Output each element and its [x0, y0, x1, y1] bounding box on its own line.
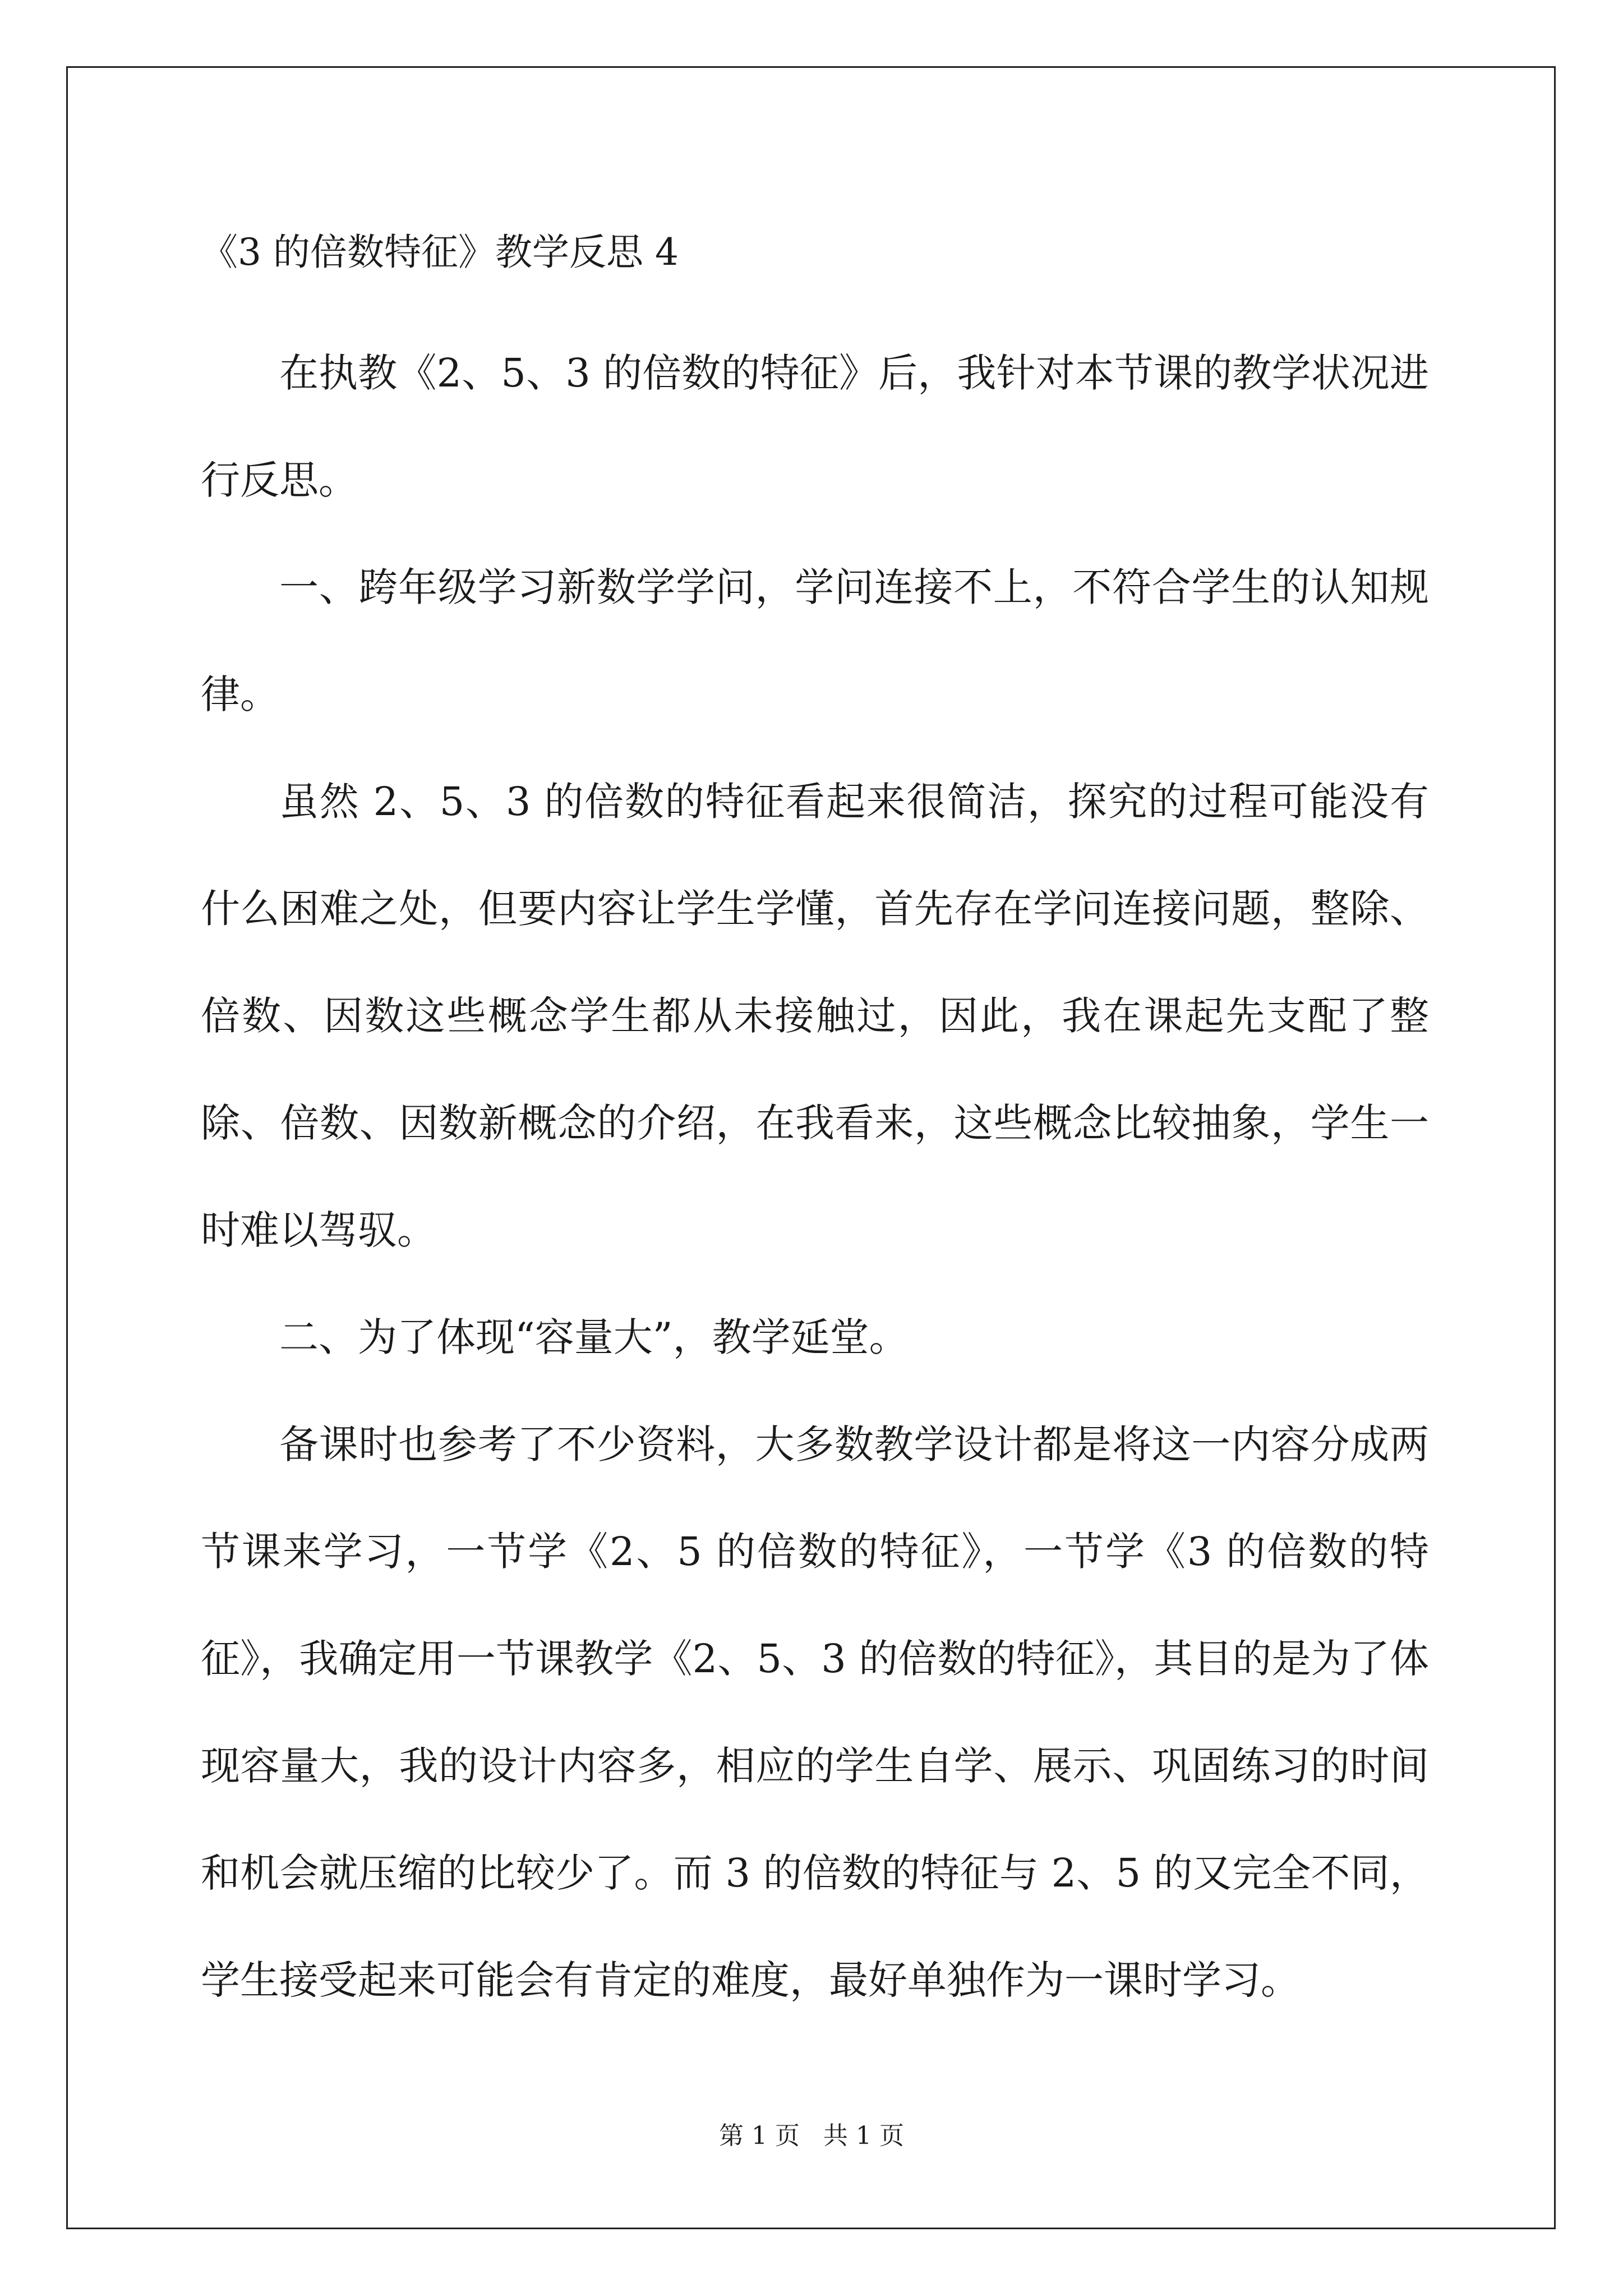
paragraph-point-one: 一、跨年级学习新数学学问，学问连接不上，不符合学生的认知规律。	[201, 564, 1429, 717]
paragraph-point-one-detail: 虽然 2、5、3 的倍数的特征看起来很简洁，探究的过程可能没有什么困难之处，但要内容让学生学懂，首先存在学问连接问题，整除、倍数、因数这些概念学生都从未接触过，因此，我在课起先支配了整除、倍数、因数新概念的介绍，在我看来，这些概念比较抽象，学生一时难以驾驭。	[201, 779, 1429, 1253]
document-body	[201, 320, 1429, 2034]
paragraph-intro: 在执教《2、5、3 的倍数的特征》后，我针对本节课的教学状况进行反思。	[201, 350, 1429, 503]
page-footer: 第 1 页 共 1 页	[719, 2122, 904, 2150]
paragraph-point-two: 二、为了体现“容量大”，教学延堂。	[279, 1314, 909, 1360]
document-title: 《3 的倍数特征》教学反思 4	[201, 231, 679, 274]
paragraph-point-two-detail: 备课时也参考了不少资料，大多数教学设计都是将这一内容分成两节课来学习，一节学《2、5 的倍数的特征》，一节学《3 的倍数的特征》，我确定用一节课教学《2、5、3 的倍数的特征》，其目的是为了体现容量大，我的设计内容多，相应的学生自学、展示、巩固练习的时间和机会就压缩的比较少了。而 3 的倍数的特征与 2、5 的又完全不同，学生接受起来可能会有肯定的难度，最好单独作为一课时学习。	[201, 1421, 1429, 2003]
